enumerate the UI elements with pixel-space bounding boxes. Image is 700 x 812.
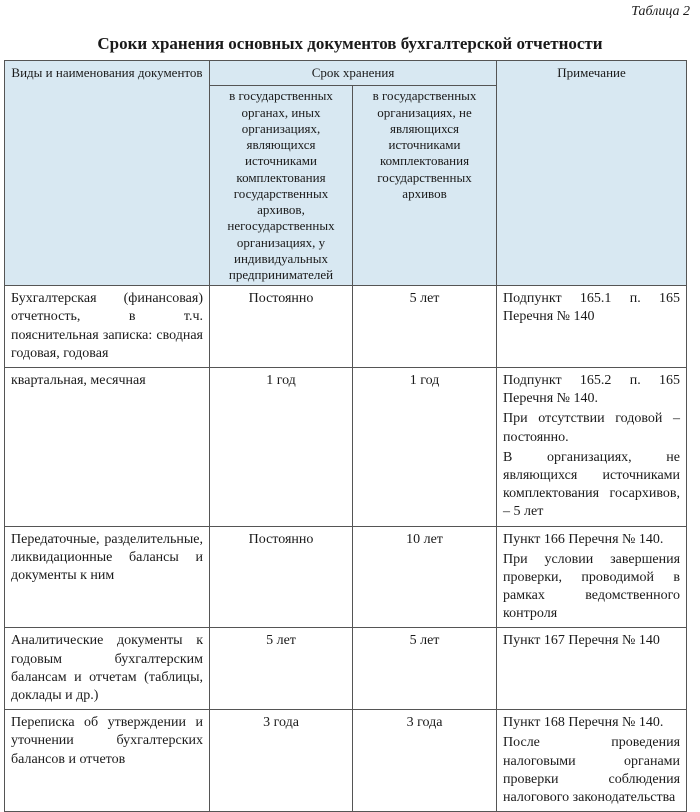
retention-state-cell: Постоянно	[210, 526, 353, 628]
document-type-cell: Бухгалтерская (финансовая) отчетность, в т.ч. пояснительная записка: сводная годовая, годовая	[5, 286, 210, 368]
note-line: Подпункт 165.1 п. 165 Перечня № 140	[503, 291, 681, 325]
note-cell	[497, 286, 687, 368]
retention-state-cell: 3 года	[210, 710, 353, 812]
retention-non-source-cell: 5 лет	[353, 286, 497, 368]
note-cell	[497, 526, 687, 628]
retention-table	[4, 60, 687, 812]
table-row	[5, 286, 687, 368]
retention-non-source-cell: 1 год	[353, 368, 497, 527]
document-type-cell: квартальная, месячная	[5, 368, 210, 527]
table-row	[5, 710, 687, 812]
header-state-organizations: в государственных органах, иных организациях, являющихся источниками комплектования государственных архивов, негосударственных организациях, у индивидуальных предпринимателей	[210, 86, 353, 286]
note-cell	[497, 628, 687, 710]
header-non-source-organizations: в государственных организациях, не являющихся источниками комплектования государственных архивов	[353, 86, 497, 286]
retention-state-cell: 5 лет	[210, 628, 353, 710]
table-row	[5, 628, 687, 710]
note-cell	[497, 368, 687, 527]
note-line: В организациях, не являющихся источниками комплектования госархивов, – 5 лет	[503, 449, 681, 520]
note-line: При условии завершения проверки, проводимой в рамках ведомственного контроля	[503, 551, 681, 622]
retention-non-source-cell: 10 лет	[353, 526, 497, 628]
header-retention-period: Срок хранения	[210, 61, 497, 86]
note-line: Пункт 168 Перечня № 140.	[503, 715, 664, 731]
table-row	[5, 526, 687, 628]
retention-state-cell: Постоянно	[210, 286, 353, 368]
document-type-cell: Переписка об утверждении и уточнении бухгалтерских балансов и отчетов	[5, 710, 210, 812]
table-row	[5, 368, 687, 527]
document-type-cell: Передаточные, разделительные, ликвидационные балансы и документы к ним	[5, 526, 210, 628]
note-line: При отсутствии годовой – постоянно.	[503, 411, 681, 445]
retention-state-cell: 1 год	[210, 368, 353, 527]
document-type-cell: Аналитические документы к годовым бухгалтерским балансам и отчетам (таблицы, доклады и др.)	[5, 628, 210, 710]
table-title: Сроки хранения основных документов бухгалтерской отчетности	[97, 34, 603, 53]
table-number-label: Таблица 2	[631, 4, 690, 19]
header-notes: Примечание	[497, 61, 687, 286]
note-line: После проведения налоговыми органами проверки соблюдения налогового законодательства	[503, 735, 681, 805]
header-document-types: Виды и наименования документов	[5, 61, 210, 286]
note-cell	[497, 710, 687, 812]
retention-non-source-cell: 5 лет	[353, 628, 497, 710]
retention-non-source-cell: 3 года	[353, 710, 497, 812]
note-line: Подпункт 165.2 п. 165 Перечня № 140.	[503, 373, 681, 407]
note-line: Пункт 166 Перечня № 140.	[503, 531, 664, 547]
note-line: Пункт 167 Перечня № 140	[503, 633, 660, 649]
